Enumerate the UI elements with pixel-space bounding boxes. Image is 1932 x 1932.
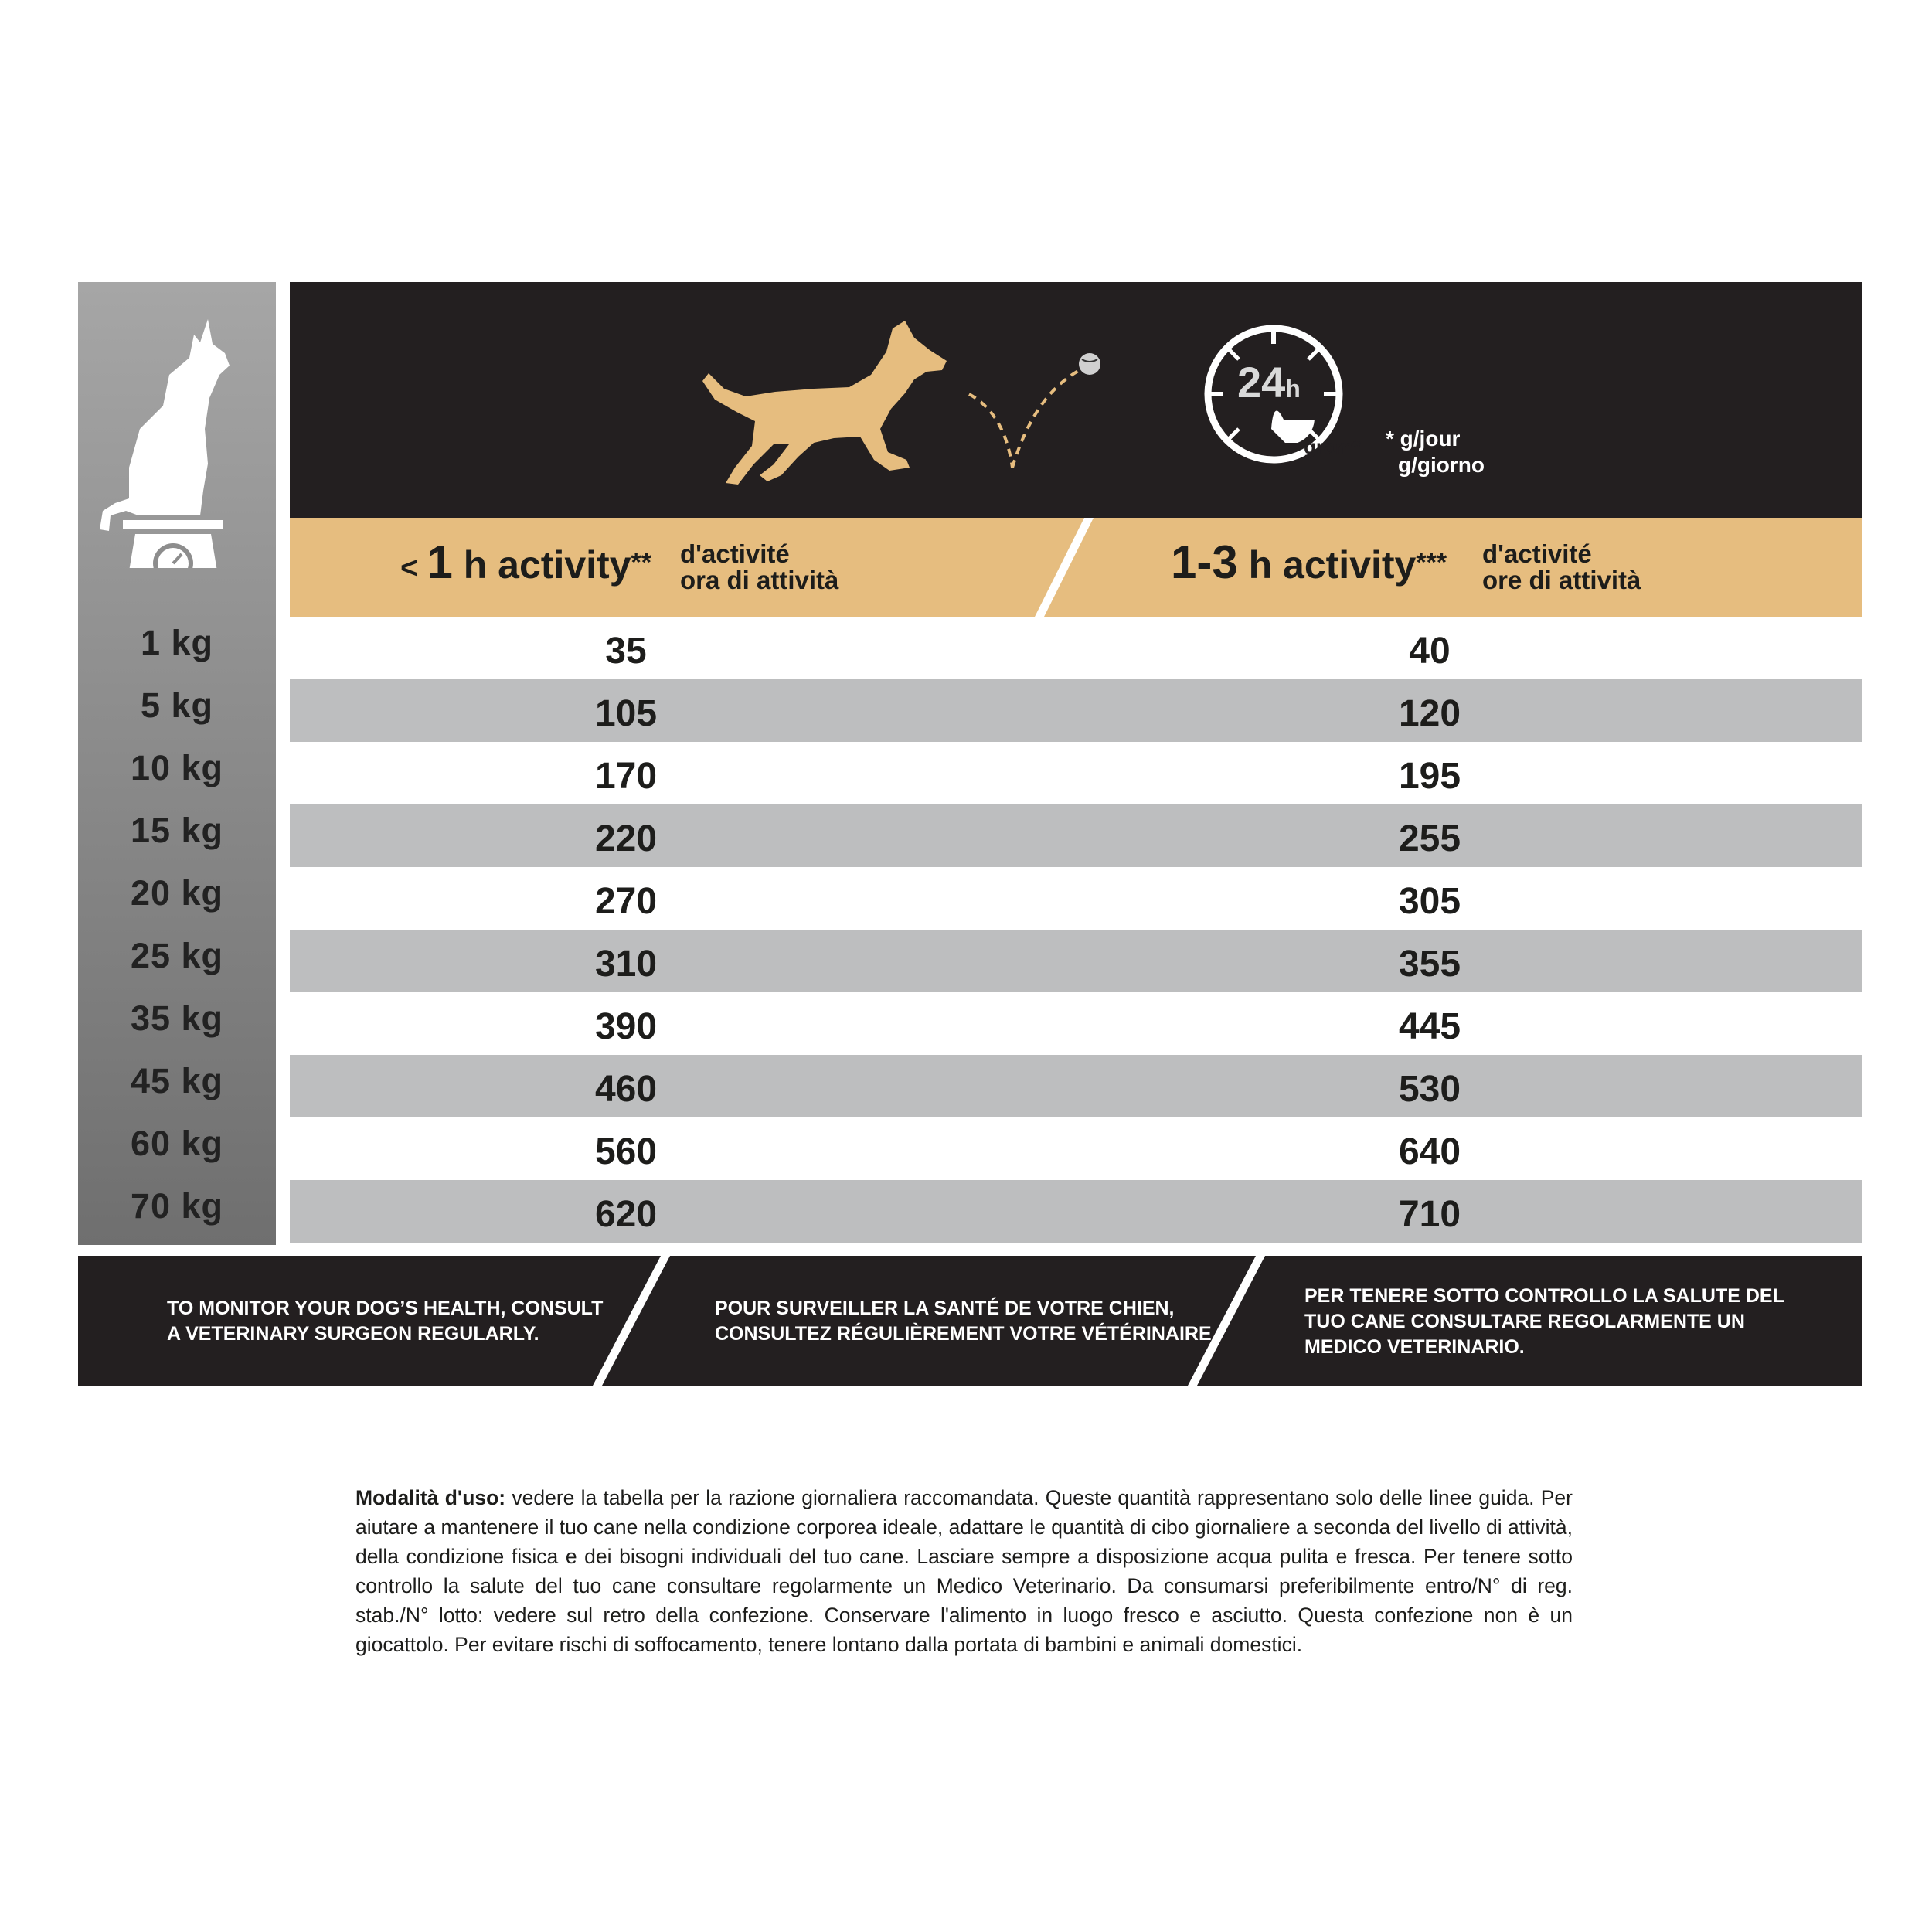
col2-subtitle [1482,541,1641,594]
table-row [290,930,1862,992]
weight-label: 25 kg [130,936,224,975]
cell-low: 560 [594,1131,658,1172]
weight-label: 20 kg [130,873,224,913]
table-row [290,1055,1862,1117]
col1-activity: h activity [452,543,631,587]
table-row [290,742,1862,804]
table-row [290,867,1862,930]
advice-fr-line: CONSULTEZ RÉGULIÈREMENT VOTRE VÉTÉRINAIRE. [715,1323,1217,1345]
cell-high: 40 [1409,631,1451,672]
col2-stars: *** [1416,548,1447,577]
weight-label: 60 kg [130,1124,224,1163]
advice-en [167,1296,603,1347]
weight-label: 5 kg [140,685,214,725]
ball-trajectory-icon [958,336,1105,471]
cell-high: 355 [1398,944,1461,985]
cell-low: 170 [594,756,658,797]
unit-legend [1386,426,1485,478]
col2-activity: h activity [1237,543,1417,587]
vet-advice-bar [78,1256,1862,1386]
clock-24h-number: 24 [1237,358,1286,406]
col1-stars: ** [631,548,651,577]
advice-it [1304,1284,1784,1360]
header-divider [1032,518,1101,617]
header-illustration-band [290,282,1862,518]
cell-low: 460 [594,1069,658,1110]
table-row [290,804,1862,867]
cell-high: 445 [1398,1006,1461,1047]
gram-label: gram* [1304,435,1361,458]
cell-high: 305 [1398,881,1461,922]
advice-it-line: PER TENERE SOTTO CONTROLLO LA SALUTE DEL [1304,1285,1784,1307]
weight-label: 10 kg [130,748,224,787]
g-giorno-label: g/giorno [1398,453,1485,477]
usage-instructions [355,1483,1573,1659]
cell-high: 530 [1398,1069,1461,1110]
col2-it: ore di attività [1482,566,1641,594]
col1-title [400,536,651,591]
cell-low: 310 [594,944,658,985]
cell-low: 270 [594,881,658,922]
weight-label: 70 kg [130,1186,224,1226]
cell-low: 620 [594,1194,658,1235]
cell-high: 120 [1398,693,1461,734]
col1-fr: d'activité [680,539,790,568]
cell-low: 390 [594,1006,658,1047]
advice-fr-line: POUR SURVEILLER LA SANTÉ DE VOTRE CHIEN, [715,1298,1175,1319]
col2-title [1171,536,1447,588]
advice-fr [715,1296,1217,1347]
advice-it-line: TUO CANE CONSULTARE REGOLARMENTE UN [1304,1311,1745,1332]
cell-high: 710 [1398,1194,1461,1235]
weight-label: 45 kg [130,1061,224,1100]
cell-low: 105 [594,693,658,734]
col1-subtitle [680,541,838,594]
clock-24h-unit: h [1285,375,1301,403]
col1-num: 1 [427,536,453,588]
col1-prefix: < [400,551,427,585]
running-dog-icon [698,313,953,487]
advice-it-line: MEDICO VETERINARIO. [1304,1336,1525,1358]
col2-fr: d'activité [1482,539,1592,568]
table-row [290,679,1862,742]
col1-it: ora di attività [680,566,839,594]
cell-high: 640 [1398,1131,1461,1172]
weight-label: 35 kg [130,998,224,1038]
advice-en-line: TO MONITOR YOUR DOG’S HEALTH, CONSULT [167,1298,604,1319]
table-row [290,617,1862,679]
table-row [290,992,1862,1055]
clock-24h-label [1237,357,1301,407]
usage-text: vedere la tabella per la razione giornaliera raccomandata. Queste quantità rappresentano solo delle linee guida. Per aiutare a mantenere il tuo cane nella condizione corporea ideale, adattare le quantità di cibo giornaliere a seconda del livello di attività, della condizione fisica e dei bisogni individuali del tuo cane. Lasciare sempre a disposizione acqua pulita e fresca. Per tenere sotto controllo la salute del tuo cane consultare regolarmente un Medico Veterinario. Da consumarsi preferibilmente entro/N° di reg. stab./N° lotto: vedere sul retro della confezione. Conservare l'alimento in luogo fresco e asciutto. Questa confezione non è un giocattolo. Per evitare rischi di soffocamento, tenere lontano dalla portata di bambini e animali domestici. [355,1486,1573,1656]
g-jour-label: * g/jour [1386,427,1461,451]
weight-label: 1 kg [140,623,214,662]
table-row [290,1180,1862,1243]
cell-high: 255 [1398,818,1461,859]
advice-en-line: A VETERINARY SURGEON REGULARLY. [167,1323,539,1345]
col2-num: 1-3 [1171,536,1238,588]
cell-high: 195 [1398,756,1461,797]
table-row [290,1117,1862,1180]
weight-label: 15 kg [130,811,224,850]
cell-low: 35 [605,631,647,672]
cell-low: 220 [594,818,658,859]
usage-lead: Modalità d'uso: [355,1486,506,1509]
ball-icon [1079,353,1100,375]
dog-on-scale-icon [92,313,231,568]
